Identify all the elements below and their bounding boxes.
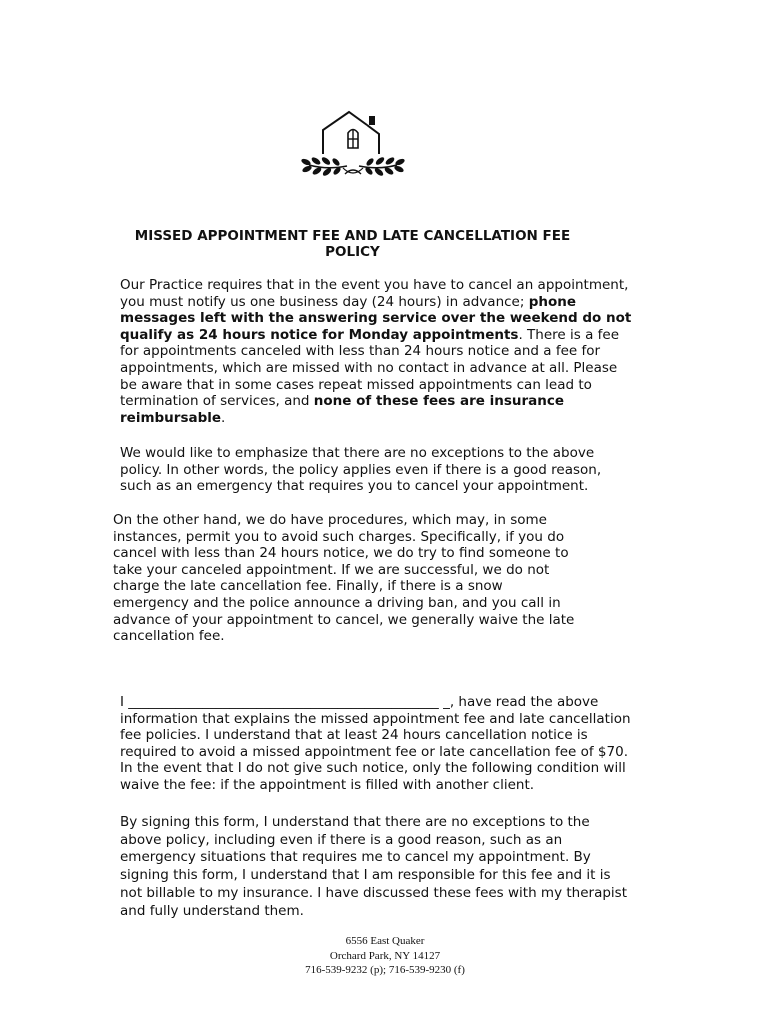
text-line: appointments, which are missed with no contact in advance at all. Please xyxy=(120,359,618,376)
text-line: emergency and the police announce a driving ban, and you call in xyxy=(113,594,561,611)
text-line: advance of your appointment to cancel, we generally waive the late xyxy=(113,611,575,628)
text-line xyxy=(120,327,631,344)
text-line: be aware that in some cases repeat missed appointments can lead to xyxy=(120,376,592,393)
text-run: . There is a fee xyxy=(518,326,620,343)
text-line: Our Practice requires that in the event you have to cancel an appointment, xyxy=(120,277,629,293)
house-with-laurel-logo xyxy=(297,108,409,188)
signature-name-line[interactable]: I ______________________________________________ _, have read the above xyxy=(120,694,599,710)
text-line: above policy, including even if there is a good reason, such as an xyxy=(120,831,563,848)
acknowledgement-paragraph xyxy=(120,694,631,794)
text-line: We would like to emphasize that there are no exceptions to the above xyxy=(120,445,595,461)
text-line: take your canceled appointment. If we are successful, we do not xyxy=(113,561,550,578)
text-line: required to avoid a missed appointment fee or late cancellation fee of $70. xyxy=(120,743,628,760)
bold-text-run: messages left with the answering service over the weekend do not xyxy=(120,310,632,327)
bold-text-run: reimbursable xyxy=(120,409,222,426)
bold-text-run: qualify as 24 hours notice for Monday appointments xyxy=(120,326,519,343)
text-line: for appointments canceled with less than 24 hours notice and a fee for xyxy=(120,343,601,360)
text-line: fee policies. I understand that at least 24 hours cancellation notice is xyxy=(120,727,588,744)
bold-text-run: none of these fees are insurance xyxy=(313,393,565,410)
signing-paragraph xyxy=(120,814,627,920)
text-line xyxy=(120,393,631,410)
policy-paragraph-3 xyxy=(113,512,574,645)
text-line: cancellation fee. xyxy=(113,628,225,645)
house-icon xyxy=(297,108,409,188)
text-line: charge the late cancellation fee. Finally, if there is a snow xyxy=(113,578,503,595)
text-line: instances, permit you to avoid such charges. Specifically, if you do xyxy=(113,528,565,545)
text-line xyxy=(120,294,631,311)
text-line: such as an emergency that requires you to cancel your appointment. xyxy=(120,478,589,495)
policy-paragraph-1 xyxy=(120,277,631,426)
address-city: Orchard Park, NY 14127 xyxy=(329,949,441,962)
text-line: not billable to my insurance. I have discussed these fees with my therapist xyxy=(120,884,627,901)
text-line: cancel with less than 24 hours notice, we do try to find someone to xyxy=(113,545,569,562)
text-line: By signing this form, I understand that there are no exceptions to the xyxy=(120,814,590,830)
policy-title-line1: MISSED APPOINTMENT FEE AND LATE CANCELLATION FEE xyxy=(134,228,571,244)
text-line: On the other hand, we do have procedures, which may, in some xyxy=(113,512,547,528)
text-run: . xyxy=(221,409,226,426)
address-street: 6556 East Quaker xyxy=(345,935,425,947)
text-line: emergency situations that requires me to cancel my appointment. By xyxy=(120,849,591,866)
text-line: In the event that I do not give such notice, only the following condition will xyxy=(120,760,626,777)
text-run: termination of services, and xyxy=(120,393,314,410)
text-line: information that explains the missed appointment fee and late cancellation xyxy=(120,710,631,727)
text-line: waive the fee: if the appointment is filled with another client. xyxy=(120,776,535,793)
text-run: you must notify us one business day (24 hours) in advance; xyxy=(120,293,529,310)
policy-title-line2: POLICY xyxy=(325,244,380,260)
text-line: policy. In other words, the policy applies even if there is a good reason, xyxy=(120,461,602,478)
bold-text-run: phone xyxy=(528,293,577,310)
text-line: signing this form, I understand that I am responsible for this fee and it is xyxy=(120,867,611,884)
policy-paragraph-2 xyxy=(120,445,601,495)
policy-title xyxy=(110,228,595,260)
practice-address-footer xyxy=(235,934,535,978)
text-line xyxy=(120,310,631,327)
phone-fax: 716-539-9232 (p); 716-539-9230 (f) xyxy=(305,964,465,976)
text-line xyxy=(120,410,631,427)
text-line: and fully understand them. xyxy=(120,902,304,919)
